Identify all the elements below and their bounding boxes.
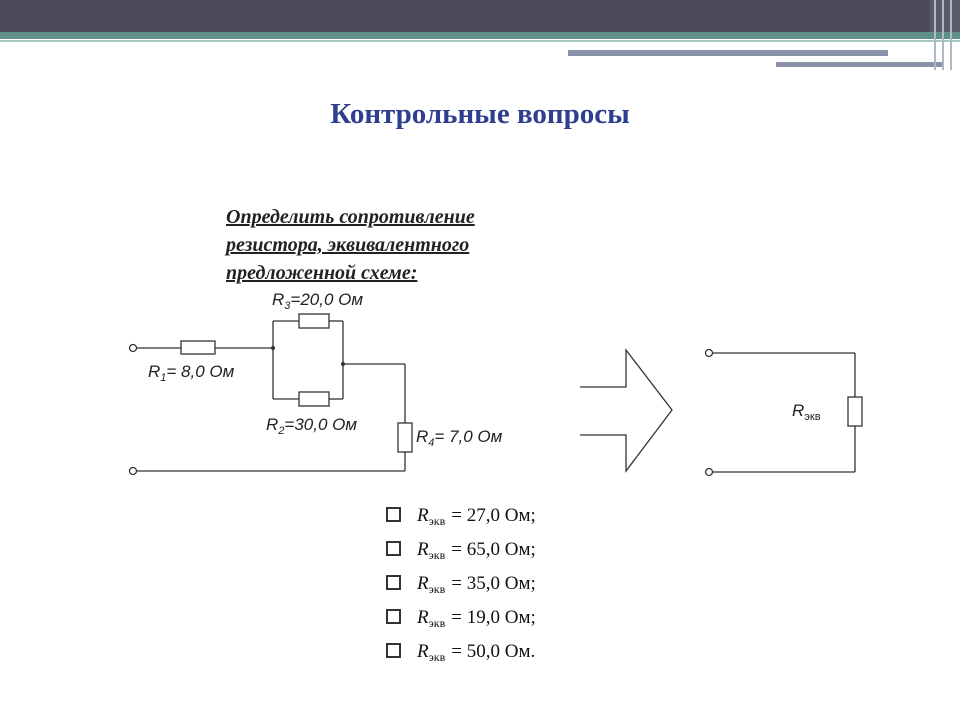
answer-option[interactable]: R экв = 27,0 Ом; xyxy=(386,505,686,539)
terminal-bottom-left xyxy=(130,468,137,475)
label-r2: $R_2=30,0$ Ом xyxy=(266,415,358,437)
answer-option[interactable]: R экв = 65,0 Ом; xyxy=(386,539,686,573)
answer-text: = 19,0 Ом; xyxy=(451,607,536,628)
label-req: $R_{экв}$ xyxy=(792,401,821,423)
answer-option[interactable]: R экв = 50,0 Ом. xyxy=(386,641,686,675)
terminal-bottom-right xyxy=(706,469,713,476)
answer-text: = 50,0 Ом. xyxy=(451,641,536,662)
label-r4: $R_4= 7,0$ Ом xyxy=(416,427,503,449)
answer-text: = 65,0 Ом; xyxy=(451,539,536,560)
resistor-r3 xyxy=(299,314,329,328)
slide-title: Контрольные вопросы xyxy=(330,98,630,130)
checkbox-icon[interactable] xyxy=(386,541,401,556)
resistor-r1 xyxy=(181,341,215,354)
answer-option[interactable]: R экв = 35,0 Ом; xyxy=(386,573,686,607)
resistor-r4 xyxy=(398,423,412,452)
checkbox-icon[interactable] xyxy=(386,609,401,624)
answer-options xyxy=(386,505,686,675)
task-line: предложенной схеме: xyxy=(226,262,418,284)
checkbox-icon[interactable] xyxy=(386,507,401,522)
label-r1: $R_1= 8,0$ Ом xyxy=(148,362,235,384)
checkbox-icon[interactable] xyxy=(386,575,401,590)
label-r3: $R_3=20,0$ Ом xyxy=(272,290,364,312)
task-line: Определить сопротивление xyxy=(226,206,475,228)
answer-text: = 35,0 Ом; xyxy=(451,573,536,594)
resistor-req xyxy=(848,397,862,426)
answer-option[interactable]: R экв = 19,0 Ом; xyxy=(386,607,686,641)
terminal-top-left xyxy=(130,345,137,352)
arrow-shape xyxy=(580,350,672,471)
terminal-top-right xyxy=(706,350,713,357)
answer-text: = 27,0 Ом; xyxy=(451,505,536,526)
resistor-r2 xyxy=(299,392,329,406)
checkbox-icon[interactable] xyxy=(386,643,401,658)
task-line: резистора, эквивалентного xyxy=(226,234,470,256)
